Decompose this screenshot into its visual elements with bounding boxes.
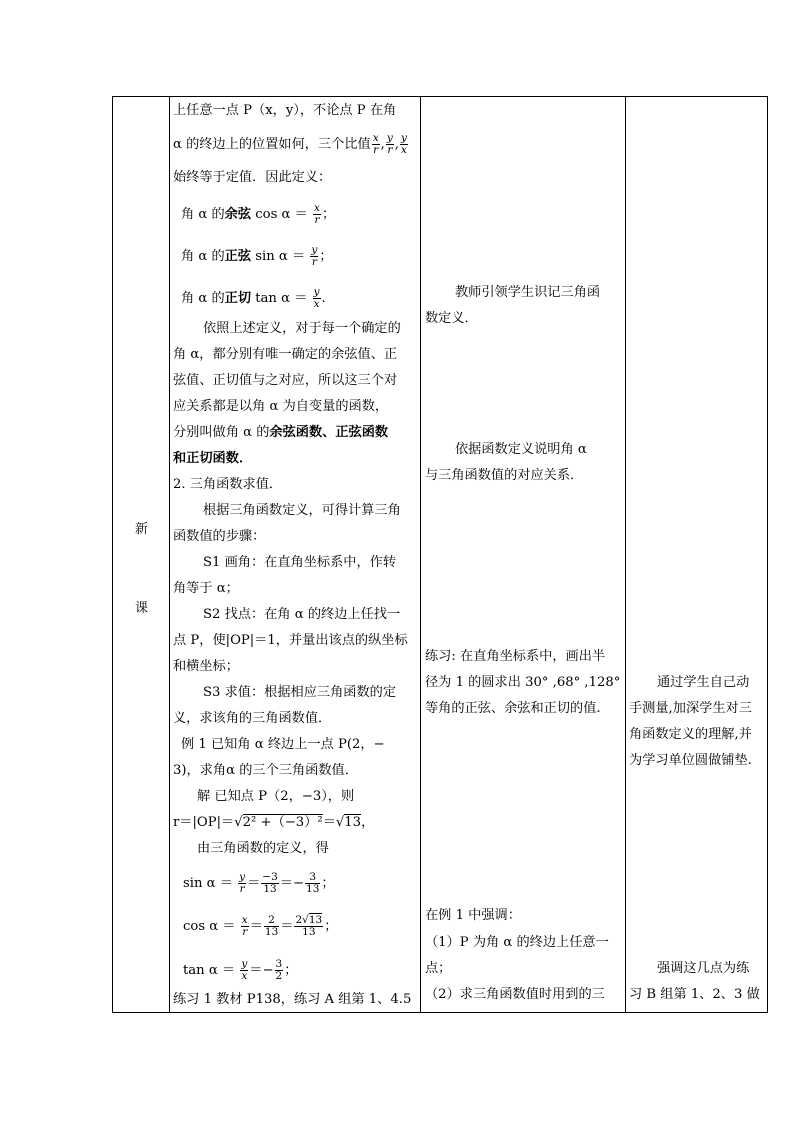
content-line: 和正切函数． [173, 451, 253, 466]
content-line: 分别叫做角 α 的余弦函数、正弦函数 [173, 425, 389, 440]
solution-line: 由三角函数的定义，得 [197, 841, 329, 856]
teacher-line: 教师引领学生识记三角函 [455, 285, 601, 300]
content-line: α 的终边上的位置如何，三个比值 $\frac{x}{r}$ , $\frac{y}{r}$ , $\frac{y}{x}$ [173, 132, 407, 156]
intent-line: 强调这几点为练 [657, 961, 750, 976]
content-line: 上任意一点 P（x，y），不论点 P 在角 [173, 103, 397, 118]
content-line: 角 α，都分别有唯一确定的余弦值、正 [173, 347, 398, 362]
content-line: 应关系都是以角 α 为自变量的函数， [173, 399, 389, 414]
teacher-line: 点； [425, 961, 452, 976]
sin-result: sin α ＝ $\frac{y}{r}$ ＝ $\frac{-3}{13}$ ＝− $\frac{3}{13}$ ； [183, 871, 335, 895]
lesson-table [112, 96, 768, 1013]
step-line: S3 求值：根据相应三角函数的定 [203, 685, 397, 700]
content-line: 始终等于定值．因此定义： [173, 170, 332, 185]
section-heading: 2. 三角函数求值． [173, 477, 283, 492]
sin-definition: 角 α 的正弦 sin α ＝ $\frac{y}{r}$ ； [181, 244, 333, 268]
cos-definition: 角 α 的余弦 cos α ＝ $\frac{x}{r}$ ； [181, 202, 336, 226]
teacher-line: 等角的正弦、余弦和正切的值. [425, 701, 601, 716]
teacher-line: （2）求三角函数值时用到的三 [425, 987, 605, 1002]
teacher-line: （1）P 为角 α 的终边上任意一 [425, 935, 609, 950]
cos-result: cos α ＝ $\frac{x}{r}$ ＝ $\frac{2}{13}$ ＝ $\frac{2√13}{13}$ ； [183, 914, 338, 938]
teacher-line: 与三角函数值的对应关系． [425, 468, 584, 483]
step-line: 义，求该角的三角函数值． [173, 711, 332, 726]
content-line: 依照上述定义，对于每一个确定的 [203, 321, 401, 336]
tan-definition: 角 α 的正切 tan α ＝ $\frac{y}{x}$ . [181, 286, 326, 310]
teacher-line: 径为 1 的圆求出 30° ,68° ,128° [425, 675, 621, 690]
step-line: 和横坐标； [173, 659, 239, 674]
intent-line: 角函数定义的理解,并 [629, 727, 752, 742]
intent-line: 手测量,加深学生对三 [629, 701, 752, 716]
step-line: S1 画角：在直角坐标系中，作转 [203, 555, 397, 570]
example-line: 3)，求角α 的三个三角函数值． [173, 763, 358, 778]
content-line: 根据三角函数定义，可得计算三角 [203, 503, 401, 518]
step-line: S2 找点：在角 α 的终边上任找一 [203, 607, 401, 622]
practice-line: 练习 1 教材 P138，练习 A 组第 1、4.5 [173, 992, 412, 1007]
ratio-fraction: $\frac{y}{x}$ [401, 132, 407, 156]
intent-line: 通过学生自己动 [657, 675, 750, 690]
intent-line: 为学习单位圆做铺垫. [629, 753, 752, 768]
intent-line: 习 B 组第 1、2、3 做 [629, 987, 760, 1002]
solution-line: r＝|OP|＝√2² +（−3）²＝√13， [173, 815, 375, 830]
ratio-fraction: $\frac{x}{r}$ [372, 132, 379, 156]
teacher-line: 依据函数定义说明角 α [455, 442, 587, 457]
step-line: 点 P，使|OP|＝1，并量出该点的纵坐标 [173, 633, 408, 648]
column-divider [169, 97, 170, 1012]
example-line: 例 1 已知角 α 终边上一点 P(2，− [181, 737, 385, 752]
section-label-cell [113, 97, 169, 1012]
cos-fraction: $\frac{x}{r}$ [314, 202, 320, 226]
content-line: 弦值、正切值与之对应，所以这三个对 [173, 373, 398, 388]
teacher-line: 练习: 在直角坐标系中，画出半 [425, 649, 606, 664]
tan-fraction: $\frac{y}{x}$ [313, 286, 320, 310]
teacher-line: 在例 1 中强调： [425, 908, 521, 923]
step-line: 角等于 α； [173, 581, 239, 596]
content-text: α 的终边上的位置如何，三个比值 [173, 137, 371, 152]
section-label-char: 新 [135, 521, 149, 536]
content-cell [173, 97, 419, 1012]
design-intent-cell [629, 97, 767, 1012]
column-divider [420, 97, 421, 1012]
content-line: 函数值的步骤： [173, 529, 266, 544]
teacher-activity-cell [425, 97, 623, 1012]
teacher-line: 数定义． [425, 311, 478, 326]
ratio-fraction: $\frac{y}{r}$ [386, 132, 393, 156]
tan-result: tan α ＝ $\frac{y}{x}$ ＝− $\frac{3}{2}$ ； [183, 958, 298, 982]
sin-fraction: $\frac{y}{r}$ [311, 244, 318, 268]
column-divider [625, 97, 626, 1012]
section-label-char: 课 [135, 600, 149, 615]
solution-line: 解 已知点 P（2，−3），则 [197, 789, 355, 804]
